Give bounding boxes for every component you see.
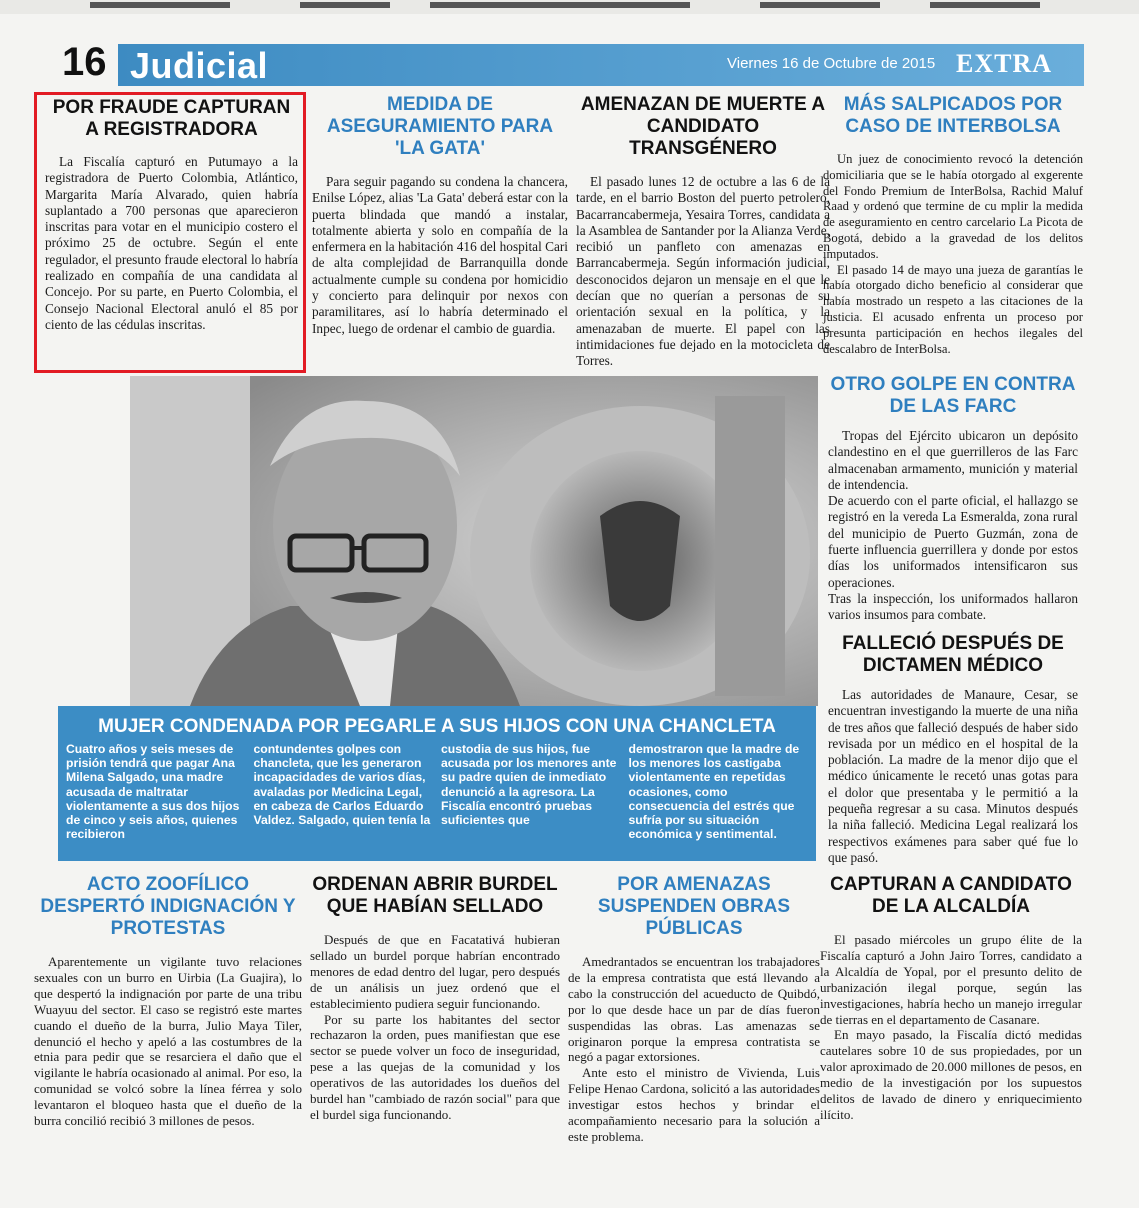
page-number: 16: [62, 40, 107, 84]
article-body: El pasado 14 de mayo una jueza de garantías le había otorgado dicho beneficio al considerar que había mostrado un respeto a las citaciones de la justicia. El acusado enfrenta un proceso por presunta participación en hechos ilegales del descalabro de InterBolsa.: [823, 262, 1083, 356]
article-headline: OTRO GOLPE EN CONTRA DE LAS FARC: [830, 374, 1076, 417]
article-body: La Fiscalía capturó en Putumayo a la registradora de Puerto Colombia, Atlántico, Margarita María Alvarado, quien habría suplantado a 700 personas que aparecieron inscritas para votar en el municipio costero el próximo 25 de octubre. Según el ente regulador, el presunto fraude electoral lo habría realizado en compañía de una candidata al Concejo. Por su parte, en Puerto Colombia, el Consejo Nacional Electoral anuló el 85 por ciento de las cédulas inscritas.: [45, 154, 298, 332]
article-suspenden-obras: [568, 874, 820, 1145]
article-mujer-condenada-box: [58, 706, 816, 861]
article-headline: MUJER CONDENADA POR PEGARLE A SUS HIJOS CON UNA CHANCLETA: [98, 716, 776, 737]
article-column: Cuatro años y seis meses de prisión tendrá que pagar Ana Milena Salgado, una madre acusada de maltratar violentamente a sus dos hijos de cinco y seis años, quienes recibieron: [66, 742, 240, 842]
article-body: Amedrantados se encuentran los trabajadores de la empresa contratista que está llevando a cabo la construcción del acueducto de Quibdó, por lo que desde hace un par de días fueron suspendidas las obras. Las amenazas se originaron porque la empresa contratista se negó a pagar extorsiones.: [568, 954, 820, 1065]
article-body: Por su parte los habitantes del sector rechazaron la orden, pues manifiestan que ese sector se puede volver un foco de inseguridad, pese a las quejas de la comunidad y los operativos de las autoridades los dueños del burdel han "cambiado de razón social" para que el burdel siga funcionando.: [310, 1011, 560, 1122]
article-headline: FALLECIÓ DESPUÉS DE DICTAMEN MÉDICO: [842, 633, 1064, 676]
article-body: De acuerdo con el parte oficial, el hallazgo se registró en la vereda La Esmeralda, zona rural del municipio de Puerto Guzmán, zona de fuerte influencia guerrillera y donde por estos días los uniformados intensificaron sus operaciones.: [828, 493, 1078, 590]
article-headline: ACTO ZOOFÍLICO DESPERTÓ INDIGNACIÓN Y PROTESTAS: [40, 874, 296, 939]
article-body: Las autoridades de Manaure, Cesar, se encuentran investigando la muerte de una niña de tres años que falleció después de haber sido revisada por un médico en el hospital de la población. La madre de la menor dijo que el médico únicamente le recetó unas gotas para el dolor que presentaba y le permitió a la pequeña regresar a su casa. Minutos después la niña falleció. Medicina Legal realizará los respectivos exámenes para saber qué fue lo que pasó.: [828, 687, 1078, 865]
article-headline: MÁS SALPICADOS POR CASO DE INTERBOLSA: [843, 94, 1063, 137]
article-body: Después de que en Facatativá hubieran sellado un burdel porque habrían encontrado menores de edad dentro del lugar, pero después de un análisis un juez ordenó que el establecimiento pudiera seguir funcionando.: [310, 932, 560, 1011]
article-body: Aparentemente un vigilante tuvo relaciones sexuales con un burro en Uirbia (La Guajira), lo que despertó la indignación por parte de una tribu Wuayuu del sector. El caso se registró este martes cuando el dueño de la burra, Julio Maya Tiler, denunció el hecho y apeló a las costumbres de la etnia para pedir que se resarciera el daño que el vigilante le habría ocasionado al animal. Por eso, la comunidad se volcó sobre la línea férrea y solo levantaron el bloqueo hasta que el dueño de la burra concilió recibió 3 millones de pesos.: [34, 954, 302, 1129]
article-column: custodia de sus hijos, fue acusada por los menores ante su padre quien de inmediato denunció a la agresora. La Fiscalía encontró pruebas suficientes que: [441, 742, 617, 828]
article-body: Tropas del Ejército ubicaron un depósito clandestino en el que guerrilleros de las Farc almacenaban armamento, munición y material de intendencia.: [828, 428, 1078, 492]
article-body: En mayo pasado, la Fiscalía dictó medidas cautelares sobre 10 de sus propiedades, por un valor aproximado de 20.000 millones de pesos, en medio de la investigación por los supuestos delitos de lavado de dinero y enriquecimiento ilícito.: [820, 1027, 1082, 1122]
article-fallecio-dictamen: [828, 633, 1078, 866]
article-headline: MEDIDA DE ASEGURAMIENTO PARA 'LA GATA': [326, 94, 554, 159]
article-abrir-burdel: [310, 874, 560, 1123]
article-medida-la-gata: [312, 94, 568, 337]
article-column: demostraron que la madre de los menores los castigaba violentamente en repetidas ocasiones, como consecuencia del estrés que sufría por su situación económica y sentimental.: [628, 742, 800, 842]
portrait-photo: [130, 376, 818, 706]
article-golpe-farc: [828, 374, 1078, 624]
article-headline: ORDENAN ABRIR BURDEL QUE HABÍAN SELLADO: [312, 874, 558, 917]
article-photo: [130, 376, 818, 706]
article-headline: POR FRAUDE CAPTURAN A REGISTRADORA: [52, 97, 291, 140]
article-fraude-registradora: [34, 92, 306, 373]
article-body: El pasado lunes 12 de octubre a las 6 de la tarde, en el barrio Boston del puerto petrolero, Bacarrancabermeja, Yesaira Torres, candidata a la Asamblea de Santander por la Alianza Verde, recibió un panfleto con amenazas en Barrancabermeja. Según información judicial, desconocidos dejaron un mensaje en el que le decían que no querían a personas de su orientación sexual en la política, y la amenazaban de muerte. El papel con las intimidaciones fue dejado en la motocicleta de Torres.: [576, 174, 830, 369]
previous-page-strip: [0, 0, 1139, 14]
newspaper-logo: EXTRA: [956, 49, 1053, 78]
article-body: Tras la inspección, los uniformados hallaron varios insumos para combate.: [828, 590, 1078, 623]
article-salpicados-interbolsa: [823, 94, 1083, 357]
article-column: contundentes golpes con chancleta, que les generaron incapacidades de varios días, avaladas por Medicina Legal, en cabeza de Carlos Eduardo Valdez. Salgado, quien tenía la: [253, 742, 431, 828]
article-body: Para seguir pagando su condena la chancera, Enilse López, alias 'La Gata' deberá estar con la puerta blindada que mandó a instalar, totalmente abierta y solo en compañía de la enfermera en la habitación 416 del hospital Cari de alta complejidad de Barranquilla donde actualmente cumple su condena por homicidio y concierto para delinquir por nexos con paramilitares, así lo habría determinado el Inpec, luego de ordenar el cambio de guardia.: [312, 174, 568, 336]
article-headline: CAPTURAN A CANDIDATO DE LA ALCALDÍA: [830, 874, 1072, 917]
article-candidato-alcaldia: [820, 874, 1082, 1123]
article-body: El pasado miércoles un grupo élite de la Fiscalía capturó a John Jairo Torres, candidato a la Alcaldía de Yopal, por el presunto delito de urbanización ilegal porque, según las investigaciones, habría hecho un manejo irregular de tierras en el departamento de Casanare.: [820, 932, 1082, 1027]
article-acto-zoofilico: [34, 874, 302, 1129]
article-body: Ante esto el ministro de Vivienda, Luis Felipe Henao Cardona, solicitó a las autoridades investigar estos hechos y brindar el acompañamiento necesario para la solución a este problema.: [568, 1065, 820, 1144]
issue-date: Viernes 16 de Octubre de 2015: [727, 55, 936, 72]
article-body: Un juez de conocimiento revocó la detención domiciliaria que se le había otorgado al exgerente del Fondo Premium de InterBolsa, Rachid Maluf Raad y ordenó que termine de cu mplir la medida de aseguramiento en centro carcelario La Picota de Bogotá, debido a la gravedad de los delitos imputados.: [823, 152, 1083, 261]
article-headline: POR AMENAZAS SUSPENDEN OBRAS PÚBLICAS: [597, 874, 791, 939]
article-headline: AMENAZAN DE MUERTE A CANDIDATO TRANSGÉNERO: [580, 94, 826, 159]
section-title: Judicial: [130, 45, 269, 86]
article-amenazan-candidato: [576, 94, 830, 370]
